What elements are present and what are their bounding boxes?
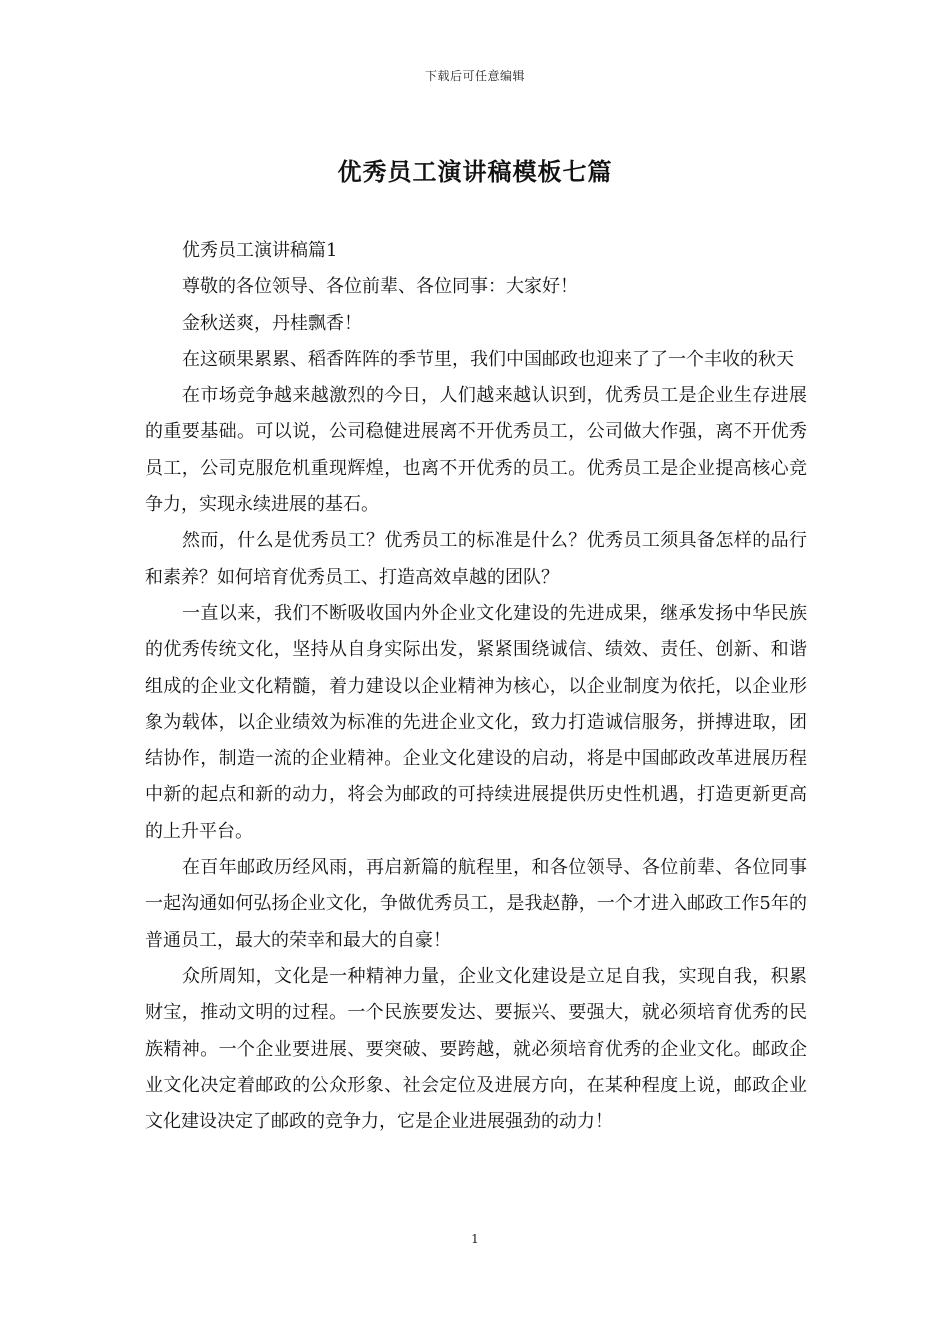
- body-paragraph: 众所周知，文化是一种精神力量，企业文化建设是立足自我，实现自我，积累财宝，推动文明的过程。一个民族要发达、要振兴、要强大，就必须培育优秀的民族精神。一个企业要进展、要突破、要跨越，就必须培育优秀的企业文化。邮政企业文化决定着邮政的公众形象、社会定位及进展方向，在某种程度上说，邮政企业文化建设决定了邮政的竞争力，它是企业进展强劲的动力！: [145, 965, 807, 1133]
- body-paragraph: 在这硕果累累、稻香阵阵的季节里，我们中国邮政也迎来了了一个丰收的秋天: [182, 348, 794, 370]
- body-paragraph: 金秋送爽，丹桂飘香！: [182, 312, 362, 334]
- body-paragraph: 在市场竞争越来越激烈的今日，人们越来越认识到，优秀员工是企业生存进展的重要基础。可以说，公司稳健进展离不开优秀员工，公司做大作强，离不开优秀员工，公司克服危机重现辉煌，也离不开优秀的员工。优秀员工是企业提高核心竞争力，实现永续进展的基石。: [145, 385, 807, 516]
- salutation-paragraph: 尊敬的各位领导、各位前辈、各位同事：大家好！: [182, 276, 578, 298]
- page-number: 1: [471, 1232, 479, 1246]
- document-title: 优秀员工演讲稿模板七篇: [337, 157, 613, 186]
- header-note: 下载后可任意编辑: [424, 69, 525, 83]
- body-paragraph: 一直以来，我们不断吸收国内外企业文化建设的先进成果，继承发扬中华民族的优秀传统文化，坚持从自身实际出发，紧紧围绕诚信、绩效、责任、创新、和谐组成的企业文化精髓，着力建设以企业精神为核心，以企业制度为依托，以企业形象为载体，以企业绩效为标准的先进企业文化，致力打造诚信服务，拼搏进取，团结协作，制造一流的企业精神。企业文化建设的启动，将是中国邮政改革进展历程中新的起点和新的动力，将会为邮政的可持续进展提供历史性机遇，打造更新更高的上升平台。: [145, 602, 807, 842]
- document-body: [145, 233, 807, 1140]
- body-paragraph: 然而，什么是优秀员工？优秀员工的标准是什么？优秀员工须具备怎样的品行和素养？如何培育优秀员工、打造高效卓越的团队？: [145, 530, 807, 588]
- body-paragraph: 在百年邮政历经风雨，再启新篇的航程里，和各位领导、各位前辈、各位同事一起沟通如何弘扬企业文化，争做优秀员工，是我赵静，一个才进入邮政工作5年的普通员工，最大的荣幸和最大的自豪！: [145, 857, 807, 951]
- section-heading: 优秀员工演讲稿篇1: [182, 240, 338, 261]
